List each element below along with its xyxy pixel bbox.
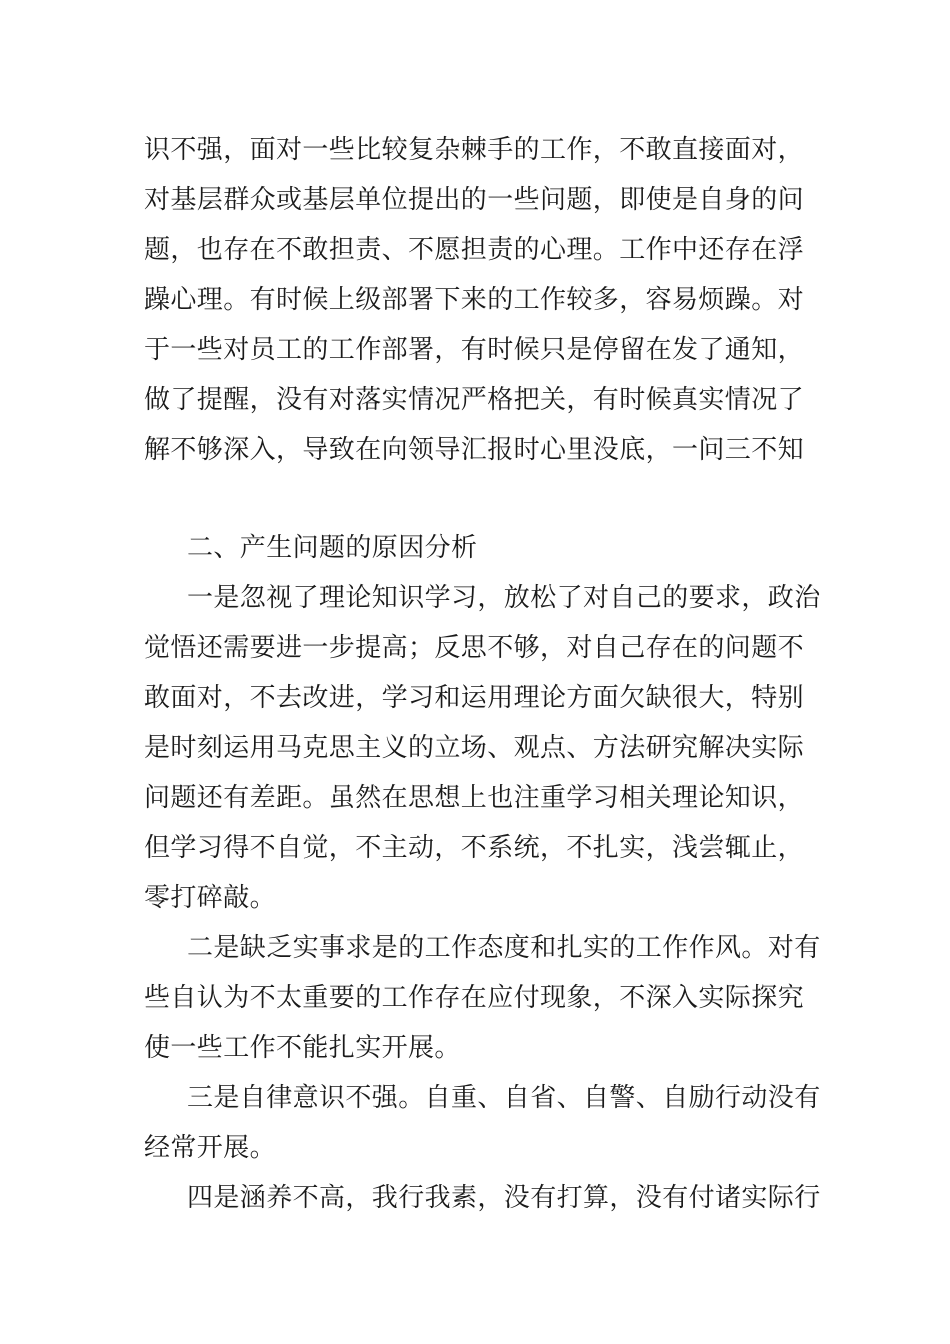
text-line-18: 使一些工作不能扎实开展。: [144, 1033, 461, 1063]
text-line-19: 三是自律意识不强。自重、自省、自警、自励行动没有: [187, 1083, 821, 1113]
text-line-4: 躁心理。有时候上级部署下来的工作较多，容易烦躁。对: [144, 285, 805, 315]
text-line-6: 做了提醒，没有对落实情况严格把关，有时候真实情况了: [144, 385, 805, 415]
text-line-9: 一是忽视了理论知识学习，放松了对自己的要求，政治: [187, 583, 821, 613]
text-line-2: 对基层群众或基层单位提出的一些问题，即使是自身的问: [144, 185, 805, 215]
section-heading: 二、产生问题的原因分析: [187, 533, 478, 563]
text-line-1: 识不强，面对一些比较复杂棘手的工作，不敢直接面对，: [144, 135, 805, 165]
text-line-10: 觉悟还需要进一步提高；反思不够，对自己存在的问题不: [144, 633, 805, 663]
text-line-7: 解不够深入，导致在向领导汇报时心里没底，一问三不知: [144, 435, 805, 465]
text-line-11: 敢面对，不去改进，学习和运用理论方面欠缺很大，特别: [144, 683, 805, 713]
text-line-12: 是时刻运用马克思主义的立场、观点、方法研究解决实际: [144, 733, 805, 763]
text-line-16: 二是缺乏实事求是的工作态度和扎实的工作作风。对有: [187, 933, 821, 963]
text-line-5: 于一些对员工的工作部署，有时候只是停留在发了通知，: [144, 335, 805, 365]
text-line-20: 经常开展。: [144, 1133, 277, 1163]
text-line-15: 零打碎敲。: [144, 883, 277, 913]
text-line-3: 题，也存在不敢担责、不愿担责的心理。工作中还存在浮: [144, 235, 805, 265]
text-line-21: 四是涵养不高，我行我素，没有打算，没有付诸实际行: [187, 1183, 821, 1213]
text-line-17: 些自认为不太重要的工作存在应付现象，不深入实际探究: [144, 983, 805, 1013]
text-line-13: 问题还有差距。虽然在思想上也注重学习相关理论知识，: [144, 783, 805, 813]
text-line-14: 但学习得不自觉，不主动，不系统，不扎实，浅尝辄止，: [144, 833, 805, 863]
